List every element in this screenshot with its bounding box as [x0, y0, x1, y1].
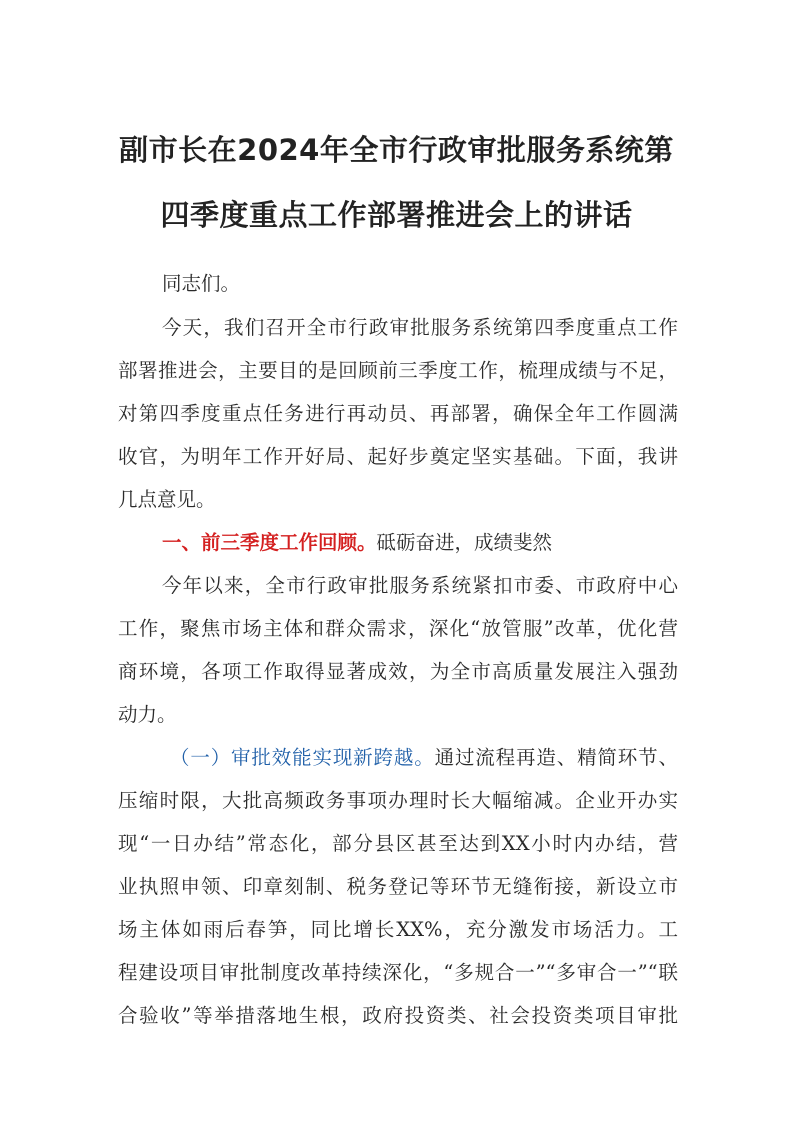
intro-line-2: 部署推进会，主要目的是回顾前三季度工作，梳理成绩与不足， [118, 359, 678, 382]
subsection-1-body-line-2: 现“一日办结”常态化，部分县区甚至达到XX小时内办结，营 [118, 832, 678, 855]
subsection-1-body-line-5: 程建设项目审批制度改革持续深化，“多规合一”“多审合一”“联 [118, 961, 678, 984]
intro-line-1: 今天，我们召开全市行政审批服务系统第四季度重点工作 [162, 316, 678, 339]
intro-line-4: 收官，为明年工作开好局、起好步奠定坚实基础。下面，我讲 [118, 445, 678, 468]
salutation: 同志们。 [162, 272, 241, 295]
subsection-1-body-line-1: 压缩时限，大批高频政务事项办理时长大幅缩减。企业开办实 [118, 789, 678, 812]
intro-line-3: 对第四季度重点任务进行再动员、再部署，确保全年工作圆满 [118, 402, 678, 425]
section-1-heading-line [162, 529, 678, 557]
document-title-line-2: 四季度重点工作部署推进会上的讲话 [160, 198, 633, 232]
intro-line-5: 几点意见。 [118, 488, 216, 511]
subsection-1-body-line-6: 合验收”等举措落地生根，政府投资类、社会投资类项目审批 [118, 1004, 678, 1027]
section-1-subtitle: 砥砺奋进，成绩斐然 [376, 531, 553, 554]
subsection-1-heading: （一）审批效能实现新跨越。 [170, 746, 435, 769]
subsection-1-body-line-3: 业执照申领、印章刻制、税务登记等环节无缝衔接，新设立市 [118, 875, 678, 898]
document-title-line-1: 副市长在2024年全市行政审批服务系统第 [119, 133, 674, 167]
section-1-body-line-2: 工作，聚焦市场主体和群众需求，深化“放管服”改革，优化营 [118, 617, 678, 640]
section-1-body-line-1: 今年以来，全市行政审批服务系统紧扣市委、市政府中心 [162, 574, 678, 597]
section-1-heading: 一、前三季度工作回顾。 [162, 531, 377, 554]
subsection-1-body-line-4: 场主体如雨后春笋，同比增长XX%，充分激发市场活力。工 [118, 918, 678, 941]
section-1-body-line-4: 动力。 [118, 703, 177, 726]
section-1-body-line-3: 商环境，各项工作取得显著成效，为全市高质量发展注入强劲 [118, 660, 678, 683]
subsection-1-first-rest: 通过流程再造、精简环节、 [434, 746, 678, 769]
subsection-1-heading-line [170, 744, 678, 772]
